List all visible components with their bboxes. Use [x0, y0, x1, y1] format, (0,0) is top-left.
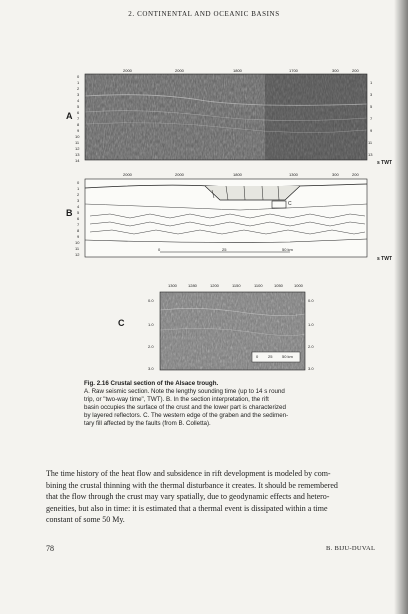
panel-a-right-tick: 1 [370, 80, 373, 85]
panel-a-right-tick: 13 [368, 152, 373, 157]
panel-b-label: B [66, 208, 73, 218]
panel-a-depth-tick: 0 [77, 74, 80, 79]
panel-b-depth-tick: 2 [77, 192, 80, 197]
panel-b-depth-tick: 1 [77, 186, 80, 191]
panel-b-depth-tick: 12 [75, 252, 80, 257]
panel-a-depth-tick: 2 [77, 86, 80, 91]
panel-b-top-tick: 2000 [175, 172, 184, 177]
panel-a-top-tick: 300 [332, 68, 339, 73]
panel-c-top-tick: 1200 [210, 283, 219, 288]
panel-a-depth-tick: 3 [77, 92, 80, 97]
page-number: 78 [46, 544, 54, 553]
body-paragraph [46, 468, 372, 526]
panel-b-top-tick: 200 [352, 172, 359, 177]
figure-caption-line: tary fill affected by the faults (from B. Colletta). [84, 420, 211, 427]
panel-b-scale-label: 25 [222, 247, 227, 252]
panel-c-top-tick: 1280 [188, 283, 197, 288]
panel-b-top-tick: 2000 [123, 172, 132, 177]
panel-a-depth-tick: 12 [75, 146, 80, 151]
panel-c-top-tick: 1100 [254, 283, 263, 288]
panel-a-depth-tick: 6 [77, 110, 80, 115]
panel-a-depth-tick: 5 [77, 104, 80, 109]
panel-a-right-tick: 5 [370, 104, 373, 109]
panel-a-depth-tick: 7 [77, 116, 80, 121]
panel-b-depth-tick: 7 [77, 222, 80, 227]
panel-a-depth-tick: 13 [75, 152, 80, 157]
panel-c-top-tick: 1300 [168, 283, 177, 288]
figure-caption-line: A. Raw seismic section. Note the lengthy sounding time (up to 14 s round [84, 388, 285, 395]
panel-b-depth-tick: 8 [77, 228, 80, 233]
panel-b-twt-unit: s TWT [377, 256, 392, 262]
figure-caption-line: basin occupies the surface of the crust and the lower part is characterized [84, 404, 286, 411]
panel-c-depth-tick: 3.0 [148, 366, 154, 371]
panel-a-top-tick: 1800 [233, 68, 242, 73]
panel-c-right-tick: 1.0 [308, 322, 314, 327]
figure-caption-line: by layered reflectors. C. The western edge of the graben and the sedimen- [84, 412, 289, 419]
panel-c-depth-tick: 2.0 [148, 344, 154, 349]
panel-a-twt-unit: s TWT [377, 160, 392, 166]
panel-a-depth-tick: 8 [77, 122, 80, 127]
panel-b-depth-tick: 11 [75, 246, 80, 251]
panel-c-depth-tick: 1.0 [148, 322, 154, 327]
figure-caption [84, 380, 346, 428]
panel-a-label: A [66, 111, 73, 121]
panel-b-depth-tick: 3 [77, 198, 80, 203]
panel-b-top-tick: 300 [332, 172, 339, 177]
panel-c-scale-label: 50 km [282, 354, 293, 359]
figure-caption-title: Fig. 2.16 Crustal section of the Alsace trough. [84, 380, 219, 387]
panel-a-right-tick: 3 [370, 92, 373, 97]
panel-a-depth-tick: 10 [75, 134, 80, 139]
panel-a-right-tick: 9 [370, 128, 373, 133]
body-line: that the flow through the crust may vary spatially, due to geodynamic effects and hetero- [46, 492, 330, 501]
panel-b-depth-tick: 6 [77, 216, 80, 221]
panel-c-right-tick: 0.0 [308, 298, 314, 303]
panel-b-top-tick: 1800 [233, 172, 242, 177]
panel-b-c-marker: C [288, 201, 292, 207]
panel-c-scale-label: 0 [256, 354, 259, 359]
footer-author: B. BIJU-DUVAL [326, 545, 376, 552]
panel-a-top-tick: 1700 [289, 68, 298, 73]
panel-a-depth-tick: 9 [77, 128, 80, 133]
panel-a-top-tick: 2000 [123, 68, 132, 73]
panel-a-depth-tick: 1 [77, 80, 80, 85]
panel-b-scale-label: 0 [158, 247, 161, 252]
panel-b-depth-tick: 9 [77, 234, 80, 239]
running-header: 2. CONTINENTAL AND OCEANIC BASINS [128, 10, 280, 18]
panel-b-depth-tick: 4 [77, 204, 80, 209]
panel-c-right-tick: 3.0 [308, 366, 314, 371]
body-line: geneities, but also in time: it is estimated that a thermal event is dissipated within a time [46, 503, 328, 513]
figure-caption-line: trip, or "two-way time", TWT). B. In the section interpretation, the rift [84, 396, 269, 403]
panel-b-depth-tick: 5 [77, 210, 80, 215]
panel-a-right-tick: 11 [368, 140, 373, 145]
panel-b-scale-label: 50 km [282, 247, 293, 252]
body-line: constant of some 50 My. [46, 515, 125, 524]
panel-c-label: C [118, 318, 125, 328]
panel-a-top-tick: 200 [352, 68, 359, 73]
panel-c-top-tick: 1000 [294, 283, 303, 288]
body-line: The time history of the heat flow and subsidence in rift development is modeled by com- [46, 469, 331, 478]
body-line: bining the crustal thinning with the thermal disturbance it creates. It should be remembered [46, 480, 338, 490]
panel-c-top-tick: 1050 [274, 283, 283, 288]
panel-a-depth-tick: 4 [77, 98, 80, 103]
scan-edge-shadow [394, 0, 408, 614]
panel-a-top-tick: 2000 [175, 68, 184, 73]
panel-c-scale-label: 25 [268, 354, 273, 359]
panel-a-depth-tick: 11 [75, 140, 80, 145]
panel-a-right-tick: 7 [370, 116, 373, 121]
panel-c-right-tick: 2.0 [308, 344, 314, 349]
panel-b-top-tick: 1300 [289, 172, 298, 177]
panel-b-depth-tick: 0 [77, 180, 80, 185]
panel-c-depth-tick: 0.0 [148, 298, 154, 303]
panel-a-depth-tick: 14 [75, 158, 80, 163]
panel-c-top-tick: 1150 [232, 283, 241, 288]
panel-b-depth-tick: 10 [75, 240, 80, 245]
